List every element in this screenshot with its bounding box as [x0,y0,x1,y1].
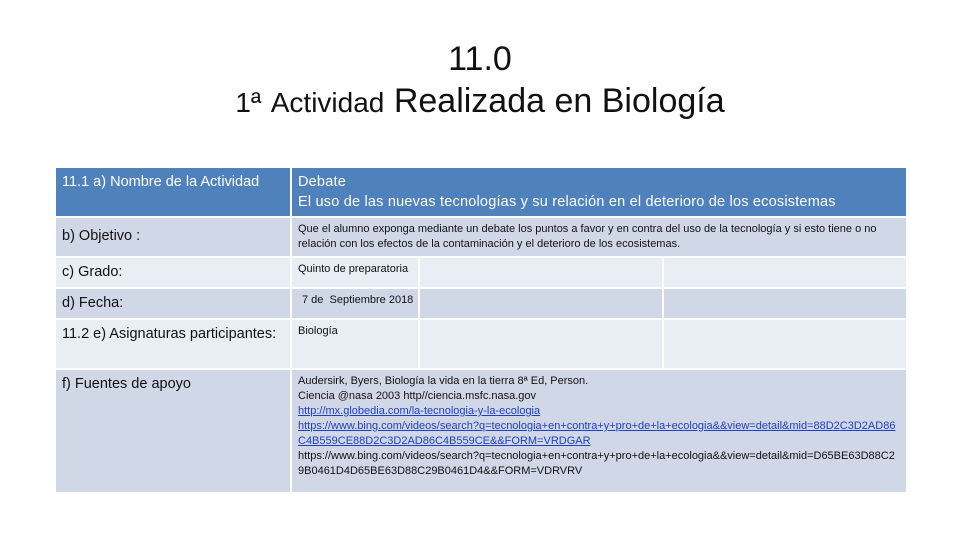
table-row-fuentes [55,369,907,493]
empty-cell [419,288,663,319]
table-row-fecha [55,288,907,319]
source-link[interactable]: https://www.bing.com/videos/search?q=tecnologia+en+contra+y+pro+de+la+ecologia&&view=detail&mid=88D2C3D2AD86C4B559CE88D2C3D2AD86C4B559CE&&FORM=VRDGAR [298,420,896,447]
row-value: Que el alumno exponga mediante un debate los puntos a favor y en contra del uso de la tecnología y si esto tiene o no relación con los efectos de la contaminación y el deterioro de los ecosistemas. [291,217,907,257]
empty-cell [663,288,907,319]
source-link[interactable]: http://mx.globedia.com/la-tecnologia-y-la-ecologia [298,405,541,417]
header-value-line2: El uso de las nuevas tecnologías y su relación en el deterioro de los ecosistemas [298,194,836,210]
sources-cell [291,369,907,493]
header-label: 11.1 a) Nombre de la Actividad [55,167,291,217]
row-value: Biología [291,319,419,369]
source-reference: Ciencia @nasa 2003 http//ciencia.msfc.nasa.gov [298,390,537,402]
header-value [291,167,907,217]
row-value: 7 de Septiembre 2018 [291,288,419,319]
source-reference: https://www.bing.com/videos/search?q=tecnologia+en+contra+y+pro+de+la+ecologia&&view=detail&mid=D65BE63D88C29B0461D4D65BE63D88C29B0461D4&&FORM=VDRVRV [298,450,895,477]
slide-title [0,38,960,124]
empty-cell [419,319,663,369]
title-number: 11.0 [448,40,512,78]
title-ordinal: 1ª [235,87,262,118]
row-label: b) Objetivo : [55,217,291,257]
header-value-line1: Debate [298,174,346,190]
table-row-asignaturas [55,319,907,369]
title-small-word: Actividad [270,87,385,118]
row-label: 11.2 e) Asignaturas participantes: [55,319,291,369]
row-value: Quinto de preparatoria [291,257,419,288]
title-text [0,80,960,124]
empty-cell [419,257,663,288]
table-header-row [55,167,907,217]
title-rest: Realizada en Biología [393,82,725,120]
empty-cell [663,319,907,369]
empty-cell [663,257,907,288]
row-label: f) Fuentes de apoyo [55,369,291,493]
table-row-grado [55,257,907,288]
table-row-objetivo [55,217,907,257]
activity-table [54,166,908,494]
row-label: c) Grado: [55,257,291,288]
source-reference: Audersirk, Byers, Biología la vida en la tierra 8ª Ed, Person. [298,375,589,387]
row-label: d) Fecha: [55,288,291,319]
